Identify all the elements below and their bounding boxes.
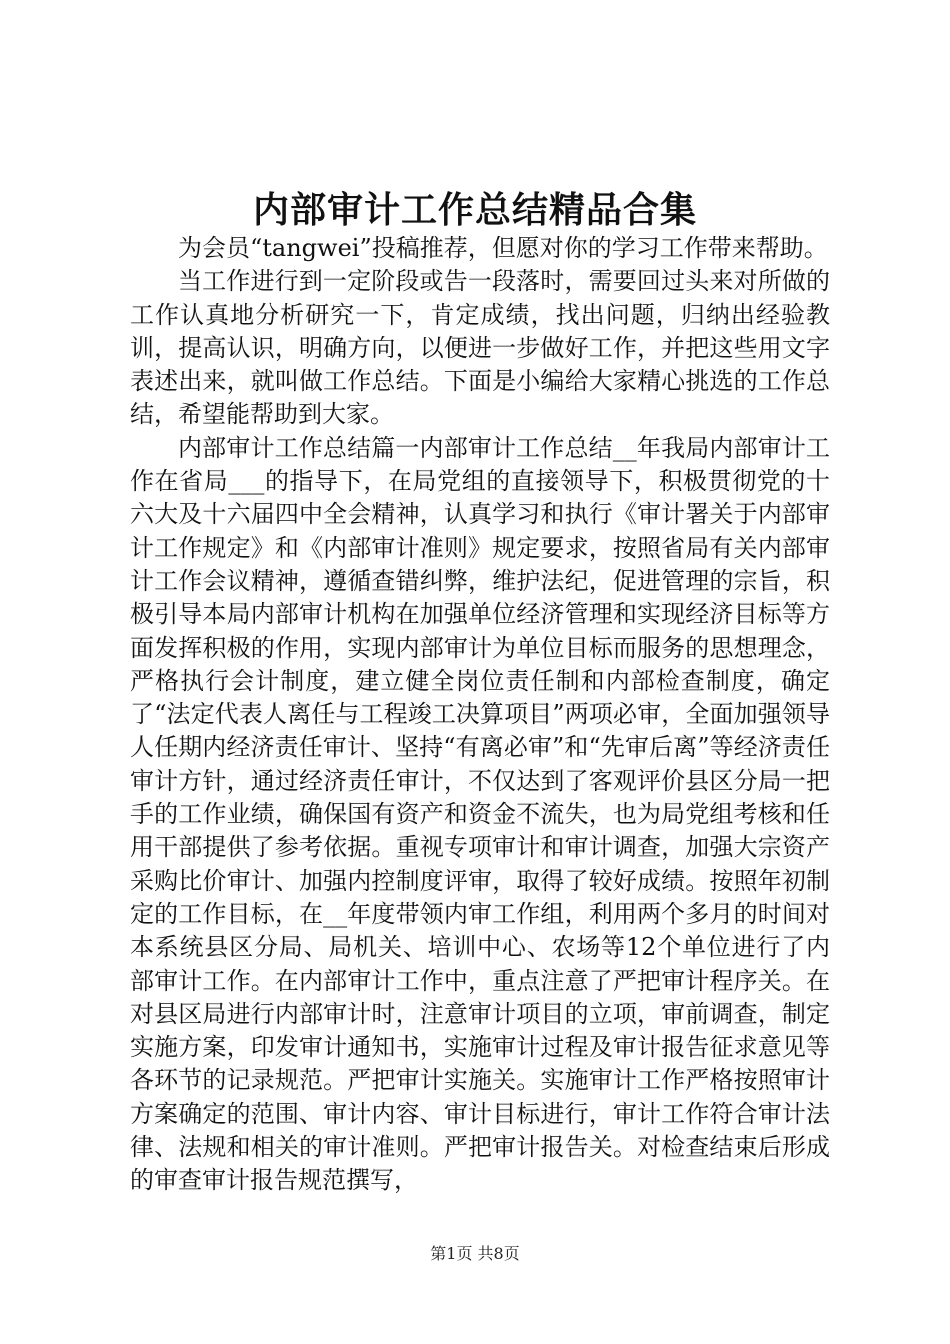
document-body (130, 232, 830, 1198)
paragraph-main: 内部审计工作总结篇一内部审计工作总结__年我局内部审计工作在省局___的指导下，在局党组的直接领导下，积极贯彻党的十六大及十六届四中全会精神，认真学习和执行《审计署关于内部审计工作规定》和《内部审计准则》规定要求，按照省局有关内部审计工作会议精神，遵循查错纠弊，维护法纪，促进管理的宗旨，积极引导本局内部审计机构在加强单位经济管理和实现经济目标等方面发挥积极的作用，实现内部审计为单位目标而服务的思想理念，严格执行会计制度，建立健全岗位责任制和内部检查制度，确定了“法定代表人离任与工程竣工决算项目”两项必审，全面加强领导人任期内经济责任审计、坚持“有离必审”和“先审后离”等经济责任审计方针，通过经济责任审计，不仅达到了客观评价县区分局一把手的工作业绩，确保国有资产和资金不流失，也为局党组考核和任用干部提供了参考依据。重视专项审计和审计调查，加强大宗资产采购比价审计、加强内控制度评审，取得了较好成绩。按照年初制定的工作目标，在__年度带领内审工作组，利用两个多月的时间对本系统县区分局、局机关、培训中心、农场等12个单位进行了内部审计工作。在内部审计工作中，重点注意了严把审计程序关。在对县区局进行内部审计时，注意审计项目的立项，审前调查，制定实施方案，印发审计通知书，实施审计过程及审计报告征求意见等各环节的记录规范。严把审计实施关。实施审计工作严格按照审计方案确定的范围、审计内容、审计目标进行，审计工作符合审计法律、法规和相关的审计准则。严把审计报告关。对检查结束后形成的审查审计报告规范撰写， (130, 433, 830, 1195)
page-number-footer: 第1页 共8页 (430, 1244, 520, 1263)
document-title: 内部审计工作总结精品合集 (252, 189, 697, 231)
paragraph-preface: 当工作进行到一定阶段或告一段落时，需要回过头来对所做的工作认真地分析研究一下，肯定成绩，找出问题，归纳出经验教训，提高认识，明确方向，以便进一步做好工作，并把这些用文字表述出来，就叫做工作总结。下面是小编给大家精心挑选的工作总结，希望能帮助到大家。 (130, 267, 830, 429)
paragraph-intro: 为会员“tangwei”投稿推荐，但愿对你的学习工作带来帮助。 (178, 234, 828, 262)
